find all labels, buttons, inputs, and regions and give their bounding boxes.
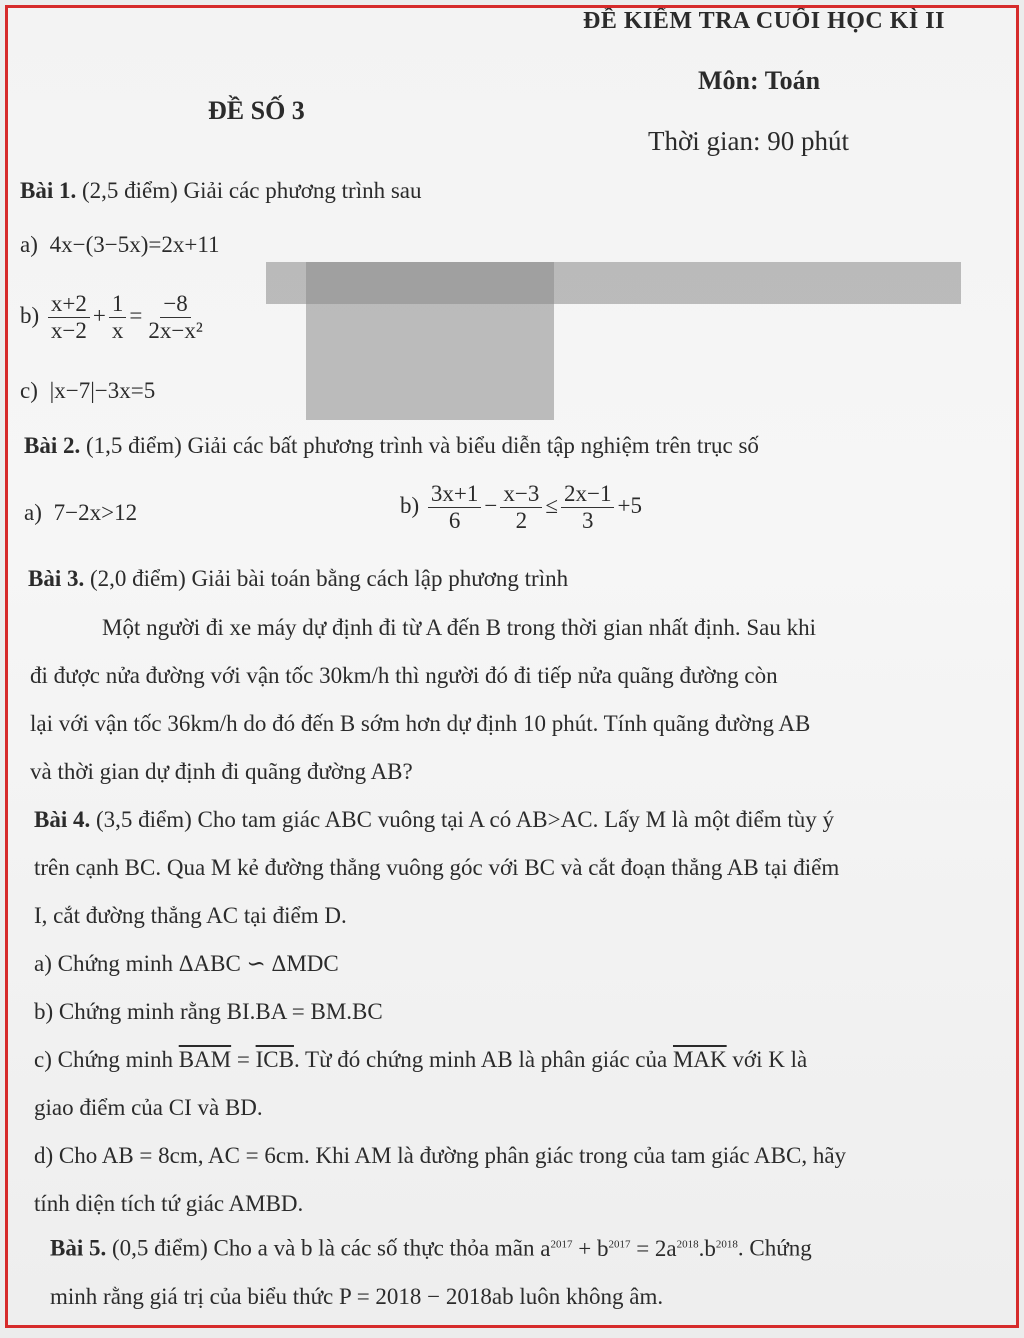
label-a: a) <box>20 232 38 257</box>
term: .b <box>698 1235 716 1261</box>
equation-a: 4x−(3−5x)=2x+11 <box>49 232 220 257</box>
bai3-heading <box>28 566 568 592</box>
bai4-part-c-cont: giao điểm của CI và BD. <box>34 1095 263 1120</box>
fraction <box>48 291 90 345</box>
numerator: 2x−1 <box>561 481 614 508</box>
numerator: 1 <box>109 291 127 318</box>
exponent: 2017 <box>608 1238 631 1250</box>
bai3-body <box>30 604 816 796</box>
bai4-line <box>34 796 846 844</box>
angle: $\overline{ICB}$ <box>255 1047 294 1072</box>
bai5-line: minh rằng giá trị của biểu thức P = 2018 − 2018ab luôn không âm. <box>50 1283 664 1309</box>
paragraph-line: lại với vận tốc 36km/h do đó đến B sớm hơn dự định 10 phút. Tính quãng đường AB <box>30 711 811 736</box>
time-limit: Thời gian: 90 phút <box>648 126 850 156</box>
paragraph-line: Một người đi xe máy dự định đi từ A đến B trong thời gian nhất định. Sau khi <box>102 615 816 640</box>
bai1-b <box>20 291 209 345</box>
bai1-desc: (2,5 điểm) Giải các phương trình sau <box>81 178 422 203</box>
denominator: x−2 <box>50 318 87 344</box>
denominator: 2 <box>515 508 528 534</box>
bai1-c <box>20 378 155 404</box>
bai4-part-d-cont: tính diện tích tứ giác AMBD. <box>34 1191 304 1216</box>
bai2-heading <box>24 433 759 459</box>
bai4-title: Bài 4. <box>34 807 91 832</box>
exam-number: ĐỀ SỐ 3 <box>208 96 305 125</box>
bai4-part-b: b) Chứng minh rằng BI.BA = BM.BC <box>34 999 383 1024</box>
inequality-a: 7−2x>12 <box>53 500 138 525</box>
angle: $\overline{BAM}$ <box>178 1047 232 1072</box>
bai4-part-c <box>34 1036 846 1084</box>
bai1-title: Bài 1. <box>20 178 77 203</box>
bai4-part-d: d) Cho AB = 8cm, AC = 6cm. Khi AM là đường phân giác trong của tam giác ABC, hãy <box>34 1143 847 1168</box>
bai2-desc: (1,5 điểm) Giải các bất phương trình và biểu diễn tập nghiệm trên trục số <box>85 433 759 458</box>
equation <box>540 1236 738 1261</box>
fraction <box>561 481 614 535</box>
fraction <box>145 291 205 345</box>
exponent: 2018 <box>676 1238 699 1250</box>
equation-c: |x−7|−3x=5 <box>49 378 156 403</box>
operator: = <box>129 303 143 329</box>
bai5-title: Bài 5. <box>50 1235 107 1261</box>
term: a <box>540 1235 551 1261</box>
denominator: x <box>111 318 124 344</box>
bai1-heading <box>20 178 422 204</box>
bai2-b <box>400 481 642 535</box>
numerator: x+2 <box>48 291 90 318</box>
operator: − <box>484 493 498 519</box>
text: c) Chứng minh <box>34 1047 173 1072</box>
term: + b <box>572 1235 609 1261</box>
bai3-desc: (2,0 điểm) Giải bài toán bằng cách lập phương trình <box>89 566 569 591</box>
fraction <box>428 481 481 535</box>
paragraph-line: đi được nửa đường với vận tốc 30km/h thì người đó đi tiếp nửa quãng đường còn <box>30 663 778 688</box>
bai2-title: Bài 2. <box>24 433 81 458</box>
bai4-part-a: a) Chứng minh ΔABC ∽ ΔMDC <box>34 951 339 976</box>
denominator: 6 <box>448 508 461 534</box>
paragraph-line: và thời gian dự định đi quãng đường AB? <box>30 759 413 784</box>
operator: + <box>92 303 106 329</box>
exam-page <box>5 5 1019 1328</box>
label-a: a) <box>24 500 42 525</box>
bai3-title: Bài 3. <box>28 566 85 591</box>
label-b: b) <box>400 493 420 519</box>
bai1-a <box>20 232 219 258</box>
bai4-body <box>34 796 846 1228</box>
bai2-a <box>24 500 137 526</box>
bai5-line <box>50 1220 812 1273</box>
denominator: 2x−x² <box>148 318 203 344</box>
fraction <box>500 481 542 535</box>
text: . Chứng <box>737 1235 812 1261</box>
term: = 2a <box>630 1235 677 1261</box>
bai5-body <box>50 1220 812 1321</box>
numerator: 3x+1 <box>428 481 481 508</box>
numerator: x−3 <box>500 481 542 508</box>
denominator: 3 <box>581 508 594 534</box>
bai4-text: (3,5 điểm) Cho tam giác ABC vuông tại A có AB>AC. Lấy M là một điểm tùy ý <box>95 807 835 832</box>
exam-title: ĐỀ KIỂM TRA CUỐI HỌC KÌ II <box>583 8 945 34</box>
text: (0,5 điểm) Cho a và b là các số thực thỏa mãn <box>111 1235 535 1261</box>
text: với K là <box>732 1047 808 1072</box>
bai4-line: I, cắt đường thẳng AC tại điểm D. <box>34 903 347 928</box>
fraction <box>109 291 127 345</box>
exponent: 2018 <box>715 1238 738 1250</box>
operator: +5 <box>617 493 642 519</box>
text: . Từ đó chứng minh AB là phân giác của <box>293 1047 668 1072</box>
label-b: b) <box>20 303 40 329</box>
angle: $\overline{MAK}$ <box>672 1047 727 1072</box>
operator: ≤ <box>545 493 558 519</box>
label-c: c) <box>20 378 38 403</box>
exponent: 2017 <box>550 1238 573 1250</box>
subject: Môn: Toán <box>698 66 821 95</box>
occlusion-block <box>306 262 554 420</box>
operator: = <box>236 1047 250 1072</box>
bai4-line: trên cạnh BC. Qua M kẻ đường thẳng vuông góc với BC và cắt đoạn thẳng AB tại điểm <box>34 855 840 880</box>
numerator: −8 <box>160 291 190 318</box>
